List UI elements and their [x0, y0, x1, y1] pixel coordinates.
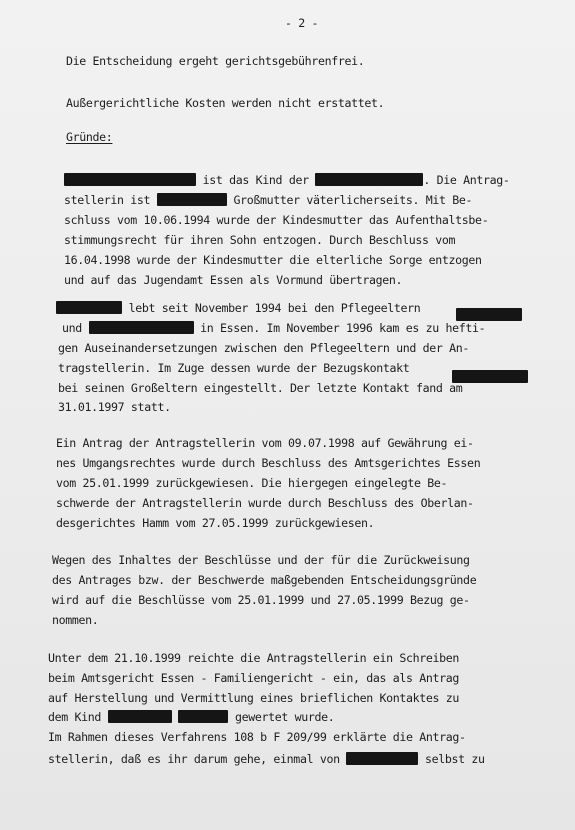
paragraph-2-line-2: und in Essen. Im November 1996 kam es zu hefti- [62, 321, 486, 335]
paragraph-1-line-6: und auf das Jugendamt Essen als Vormund übertragen. [64, 273, 403, 287]
redaction-bar [452, 370, 528, 383]
redaction-bar [56, 301, 122, 314]
redaction-bar [89, 321, 194, 334]
section-heading: Gründe: [66, 130, 113, 144]
paragraph-2-line-4: tragstellerin. Im Zuge dessen wurde der Bezugskontakt [58, 361, 410, 375]
redaction-bar [456, 308, 522, 321]
paragraph-1-line-5: 16.04.1998 wurde der Kindesmutter die elterliche Sorge entzogen [64, 253, 482, 267]
paragraph-3-line-3: vom 25.01.1999 zurückgewiesen. Die hiergegen eingelegte Be- [56, 476, 448, 490]
paragraph-2-line-5: bei seinen Großeltern eingestellt. Der letzte Kontakt fand am [58, 381, 463, 395]
paragraph-5-line-2: beim Amtsgericht Essen - Familiengericht - ein, das als Antrag [48, 671, 460, 685]
paragraph-2-line-6: 31.01.1997 statt. [58, 400, 171, 414]
redaction-bar [178, 710, 228, 723]
redaction-bar [64, 173, 196, 186]
paragraph-4-line-4: nommen. [52, 613, 99, 627]
decision-line-2: Außergerichtliche Kosten werden nicht erstattet. [66, 96, 385, 110]
paragraph-3-line-5: desgerichtes Hamm vom 27.05.1999 zurückgewiesen. [56, 516, 375, 530]
paragraph-5-line-5: Im Rahmen dieses Verfahrens 108 b F 209/99 erklärte die Antrag- [48, 730, 466, 744]
redaction-bar [346, 752, 418, 765]
paragraph-2-line-3: gen Auseinandersetzungen zwischen den Pflegeeltern und der An- [58, 341, 470, 355]
redaction-bar [315, 173, 423, 186]
paragraph-1-line-3: schluss vom 10.06.1994 wurde der Kindesmutter das Aufenthaltsbe- [64, 213, 489, 227]
page-number: - 2 - [285, 16, 319, 30]
redaction-bar [108, 710, 172, 723]
paragraph-2-line-1: lebt seit November 1994 bei den Pflegeeltern [56, 301, 420, 315]
paragraph-4-line-1: Wegen des Inhaltes der Beschlüsse und der für die Zurückweisung [52, 553, 470, 567]
paragraph-5-line-1: Unter dem 21.10.1999 reichte die Antragstellerin ein Schreiben [48, 651, 460, 665]
decision-line-1: Die Entscheidung ergeht gerichtsgebührenfrei. [66, 54, 365, 68]
paragraph-4-line-3: wird auf die Beschlüsse vom 25.01.1999 und 27.05.1999 Bezug ge- [52, 593, 470, 607]
paragraph-3-line-1: Ein Antrag der Antragstellerin vom 09.07.1998 auf Gewährung ei- [56, 436, 474, 450]
paragraph-5-line-4: dem Kind gewertet wurde. [48, 710, 335, 724]
paragraph-5-line-3: auf Herstellung und Vermittlung eines brieflichen Kontaktes zu [48, 691, 460, 705]
paragraph-1-line-2: stellerin ist Großmutter väterlicherseits. Mit Be- [64, 193, 473, 207]
paragraph-3-line-4: schwerde der Antragstellerin wurde durch Beschluss des Oberlan- [56, 496, 474, 510]
paragraph-3-line-2: nes Umgangsrechtes wurde durch Beschluss des Amtsgerichtes Essen [56, 456, 481, 470]
redaction-bar [157, 193, 227, 206]
paragraph-1-line-1: ist das Kind der . Die Antrag- [64, 173, 510, 187]
paragraph-5-line-6: stellerin, daß es ihr darum gehe, einmal von selbst zu [48, 752, 485, 766]
paragraph-4-line-2: des Antrages bzw. der Beschwerde maßgebenden Entscheidungsgründe [52, 573, 477, 587]
paragraph-1-line-4: stimmungsrecht für ihren Sohn entzogen. Durch Beschluss vom [64, 233, 456, 247]
